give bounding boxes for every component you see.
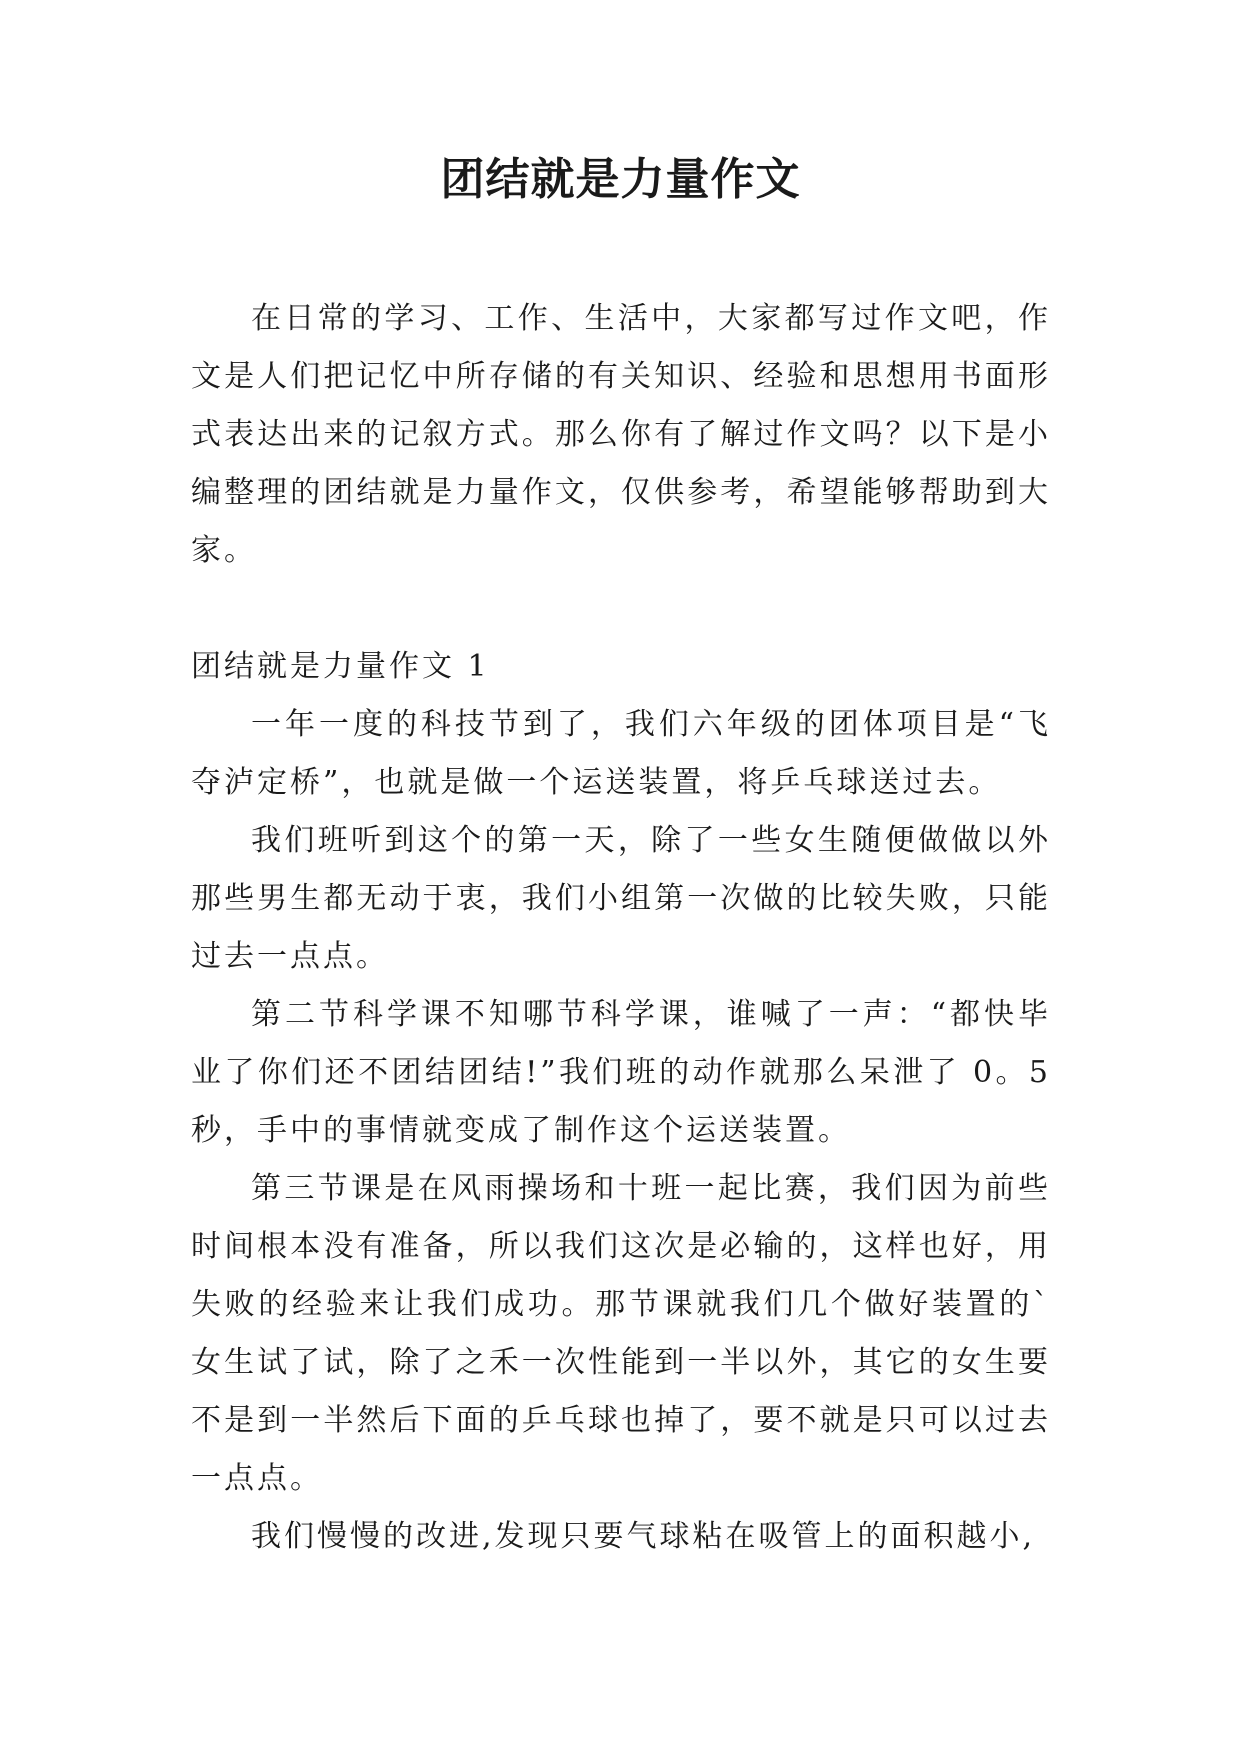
body-paragraph-2: 我们班听到这个的第一天，除了一些女生随便做做以外那些男生都无动于衷，我们小组第一次做的比较失败，只能过去一点点。 <box>191 823 1051 974</box>
body-paragraph-5: 我们慢慢的改进,发现只要气球粘在吸管上的面积越小, <box>251 1519 1036 1554</box>
document-body <box>191 290 1051 1566</box>
section-heading: 团结就是力量作文 1 <box>191 649 490 684</box>
body-paragraph-3: 第二节科学课不知哪节科学课，谁喊了一声：“都快毕业了你们还不团结团结!”我们班的动作就那么呆泄了 0。5 秒，手中的事情就变成了制作这个运送装置。 <box>191 997 1051 1148</box>
document-title: 团结就是力量作文 <box>440 154 801 205</box>
body-paragraph-4: 第三节课是在风雨操场和十班一起比赛，我们因为前些时间根本没有准备，所以我们这次是必输的，这样也好，用失败的经验来让我们成功。那节课就我们几个做好装置的`女生试了试，除了之禾一次性能到一半以外，其它的女生要不是到一半然后下面的乒乓球也掉了，要不就是只可以过去一点点。 <box>191 1171 1051 1496</box>
body-paragraph-1: 一年一度的科技节到了，我们六年级的团体项目是“飞夺泸定桥”，也就是做一个运送装置，将乒乓球送过去。 <box>191 707 1051 800</box>
intro-paragraph: 在日常的学习、工作、生活中，大家都写过作文吧，作文是人们把记忆中所存储的有关知识、经验和思想用书面形式表达出来的记叙方式。那么你有了解过作文吗？以下是小编整理的团结就是力量作文，仅供参考，希望能够帮助到大家。 <box>191 301 1051 568</box>
